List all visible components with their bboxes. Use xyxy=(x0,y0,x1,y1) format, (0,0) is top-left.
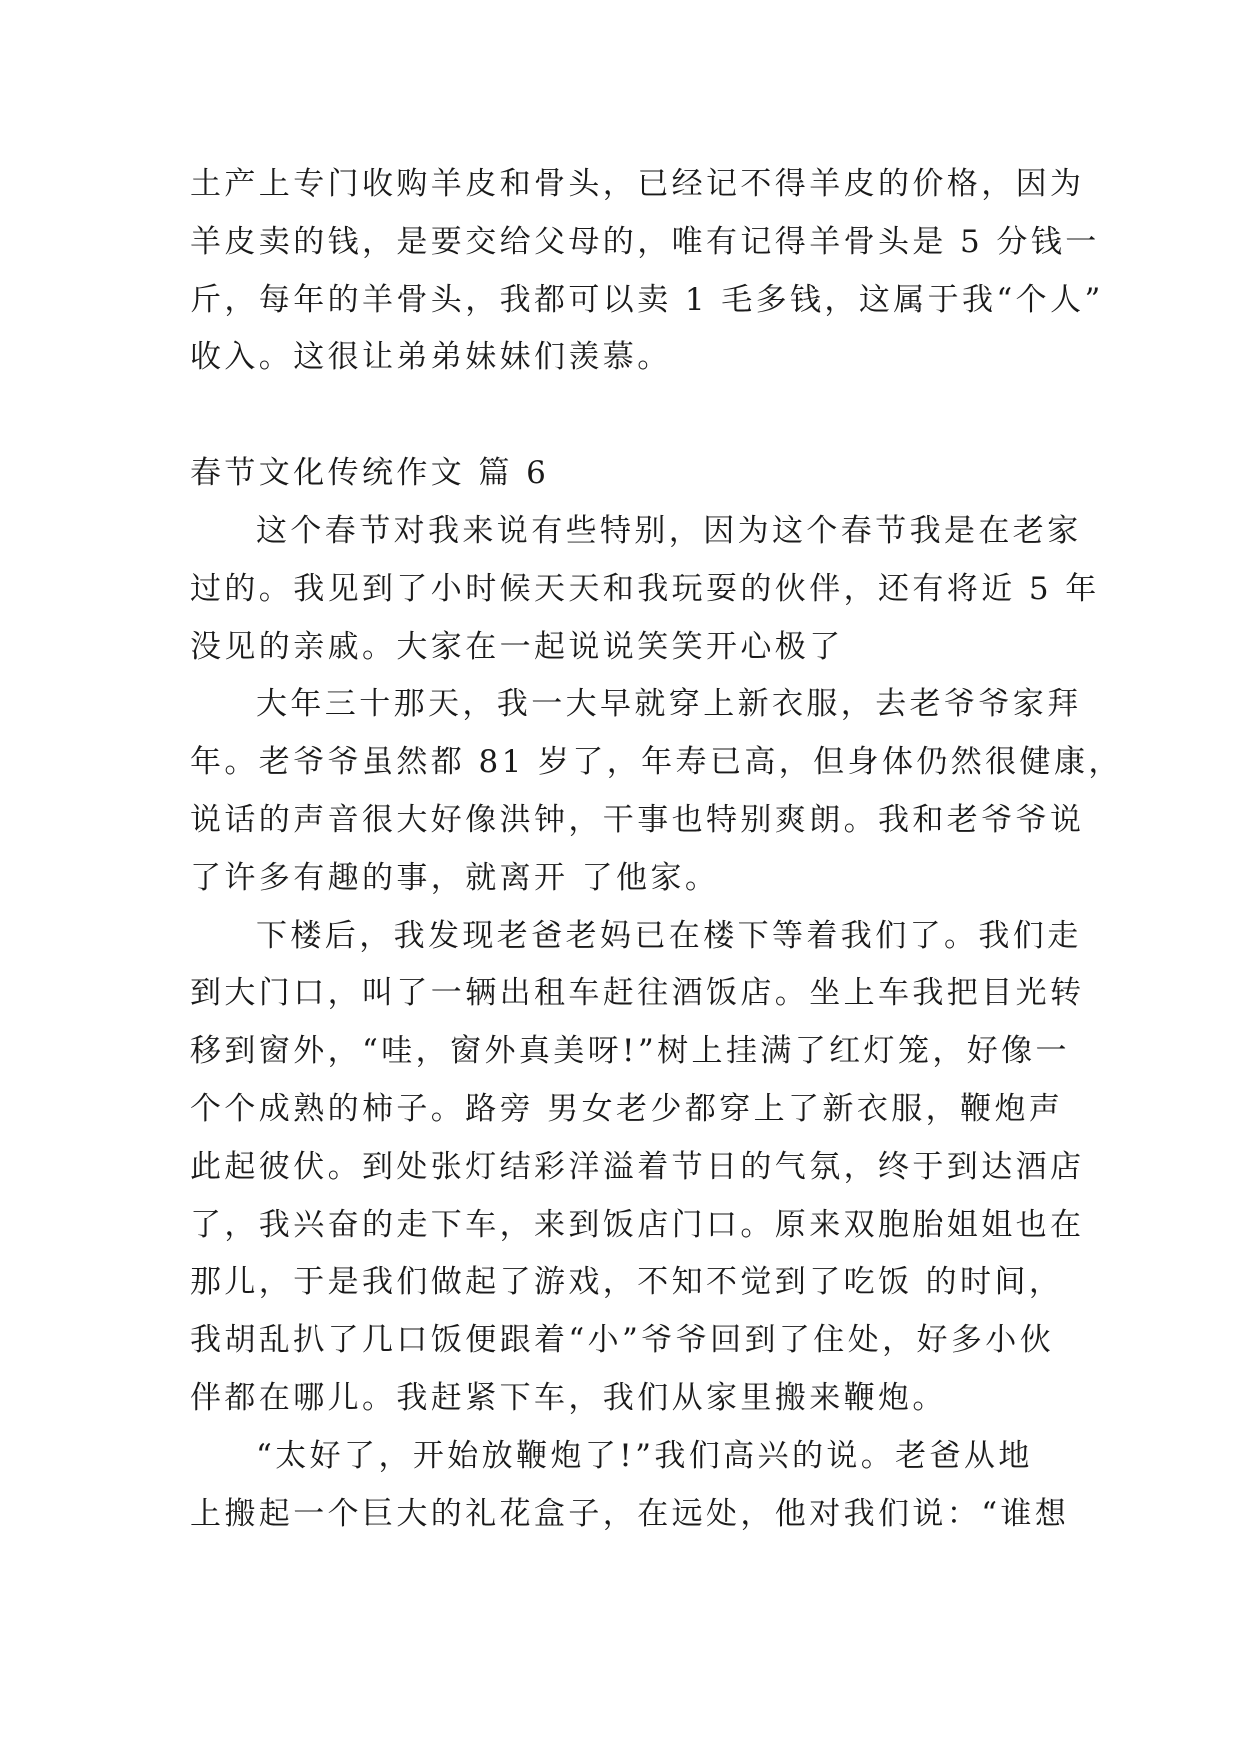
text-line: 到大门口，叫了一辆出租车赶往酒饭店。坐上车我把目光转 xyxy=(190,975,1085,1012)
text-line: 上搬起一个巨大的礼花盒子，在远处，他对我们说：“谁想 xyxy=(190,1495,1070,1532)
text-line: 土产上专门收购羊皮和骨头，已经记不得羊皮的价格，因为 xyxy=(190,166,1085,202)
text-line: 移到窗外，“哇，窗外真美呀!”树上挂满了红灯笼，好像一 xyxy=(190,1033,1070,1070)
text-line: 收入。这很让弟弟妹妹们羡慕。 xyxy=(190,339,672,376)
text-line: 羊皮卖的钱，是要交给父母的，唯有记得羊骨头是 5 分钱一 xyxy=(190,223,1100,260)
text-line: 大年三十那天，我一大早就穿上新衣服，去老爷爷家拜 xyxy=(256,686,1082,723)
text-line: “太好了，开始放鞭炮了!”我们高兴的说。老爸从地 xyxy=(256,1437,1033,1474)
document-body xyxy=(190,156,1123,1543)
text-line: 斤，每年的羊骨头，我都可以卖 1 毛多钱，这属于我“个人” xyxy=(190,281,1104,318)
text-line: 下楼后，我发现老爸老妈已在楼下等着我们了。我们走 xyxy=(256,917,1082,954)
text-line: 了许多有趣的事，就离开 了他家。 xyxy=(190,859,720,896)
paragraph-2 xyxy=(190,676,1123,907)
text-line: 了，我兴奋的走下车，来到饭店门口。原来双胞胎姐姐也在 xyxy=(190,1206,1085,1243)
section-title: 春节文化传统作文 篇 6 xyxy=(190,455,550,492)
text-line: 年。老爷爷虽然都 81 岁了，年寿已高，但身体仍然很健康， xyxy=(190,744,1123,781)
text-line: 没见的亲戚。大家在一起说说笑笑开心极了 xyxy=(190,628,844,665)
text-line: 说话的声音很大好像洪钟，干事也特别爽朗。我和老爷爷说 xyxy=(190,801,1085,838)
text-line: 那儿，于是我们做起了游戏，不知不觉到了吃饭 的时间， xyxy=(190,1264,1064,1301)
paragraph-4 xyxy=(190,1428,1070,1544)
text-line: 这个春节对我来说有些特别，因为这个春节我是在老家 xyxy=(256,512,1082,549)
paragraph-3 xyxy=(190,908,1085,1428)
paragraph-1 xyxy=(190,503,1100,676)
text-line: 伴都在哪儿。我赶紧下车，我们从家里搬来鞭炮。 xyxy=(190,1379,947,1416)
text-line: 过的。我见到了小时候天天和我玩耍的伙伴，还有将近 5 年 xyxy=(190,570,1100,607)
intro-paragraph xyxy=(190,156,1104,387)
text-line: 个个成熟的柿子。路旁 男女老少都穿上了新衣服，鞭炮声 xyxy=(190,1090,1064,1127)
paragraph-spacer xyxy=(190,387,1070,445)
text-line: 此起彼伏。到处张灯结彩洋溢着节日的气氛，终于到达酒店 xyxy=(190,1148,1085,1185)
text-line: 我胡乱扒了几口饭便跟着“小”爷爷回到了住处，好多小伙 xyxy=(190,1322,1055,1359)
